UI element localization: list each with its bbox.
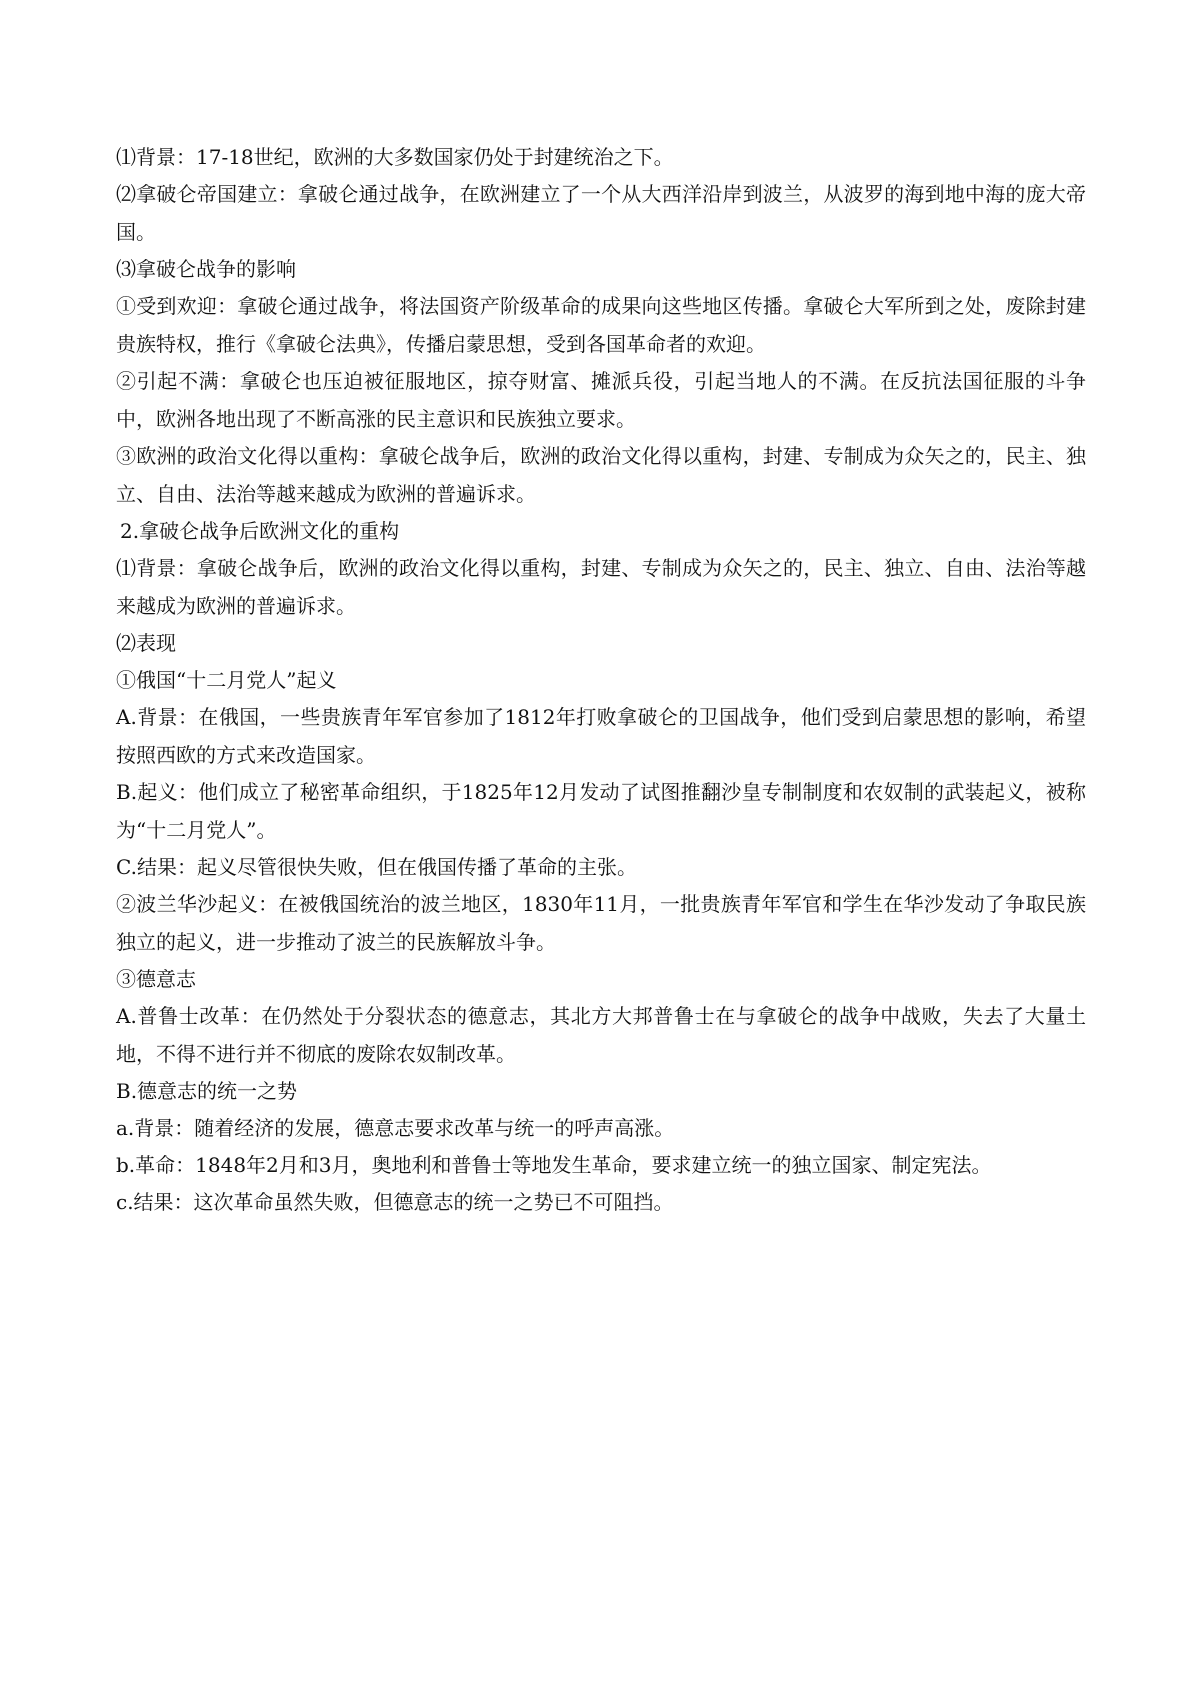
paragraph-napoleon-war-impact-heading: ⑶拿破仑战争的影响 [116,257,296,281]
paragraph-decembrist-result: C.结果：起义尽管很快失败，但在俄国传播了革命的主张。 [116,855,637,879]
paragraph-discontent: ②引起不满：拿破仑也压迫被征服地区，掠夺财富、摊派兵役，引起当地人的不满。在反抗法国征服的斗争中，欧洲各地出现了不断高涨的民主意识和民族独立要求。 [116,369,1086,431]
paragraph-manifestations-heading: ⑵表现 [116,631,176,655]
paragraph-unification-background: a.背景：随着经济的发展，德意志要求改革与统一的呼声高涨。 [116,1116,675,1140]
paragraph-german-unification-heading: B.德意志的统一之势 [116,1079,298,1103]
paragraph-background-17-18c: ⑴背景：17-18世纪，欧洲的大多数国家仍处于封建统治之下。 [116,145,674,169]
document-body [116,138,1086,1220]
paragraph-reconstruction-background: ⑴背景：拿破仑战争后，欧洲的政治文化得以重构，封建、专制成为众矢之的，民主、独立、自由、法治等越来越成为欧洲的普遍诉求。 [116,556,1086,618]
paragraph-revolution-result: c.结果：这次革命虽然失败，但德意志的统一之势已不可阻挡。 [116,1190,674,1214]
paragraph-napoleon-empire: ⑵拿破仑帝国建立：拿破仑通过战争，在欧洲建立了一个从大西洋沿岸到波兰，从波罗的海到地中海的庞大帝国。 [116,182,1086,244]
paragraph-germany-heading: ③德意志 [116,967,196,991]
paragraph-decembrist-heading: ①俄国“十二月党人”起义 [116,668,337,692]
paragraph-1848-revolution: b.革命：1848年2月和3月，奥地利和普鲁士等地发生革命，要求建立统一的独立国家、制定宪法。 [116,1153,992,1177]
paragraph-decembrist-uprising: B.起义：他们成立了秘密革命组织，于1825年12月发动了试图推翻沙皇专制制度和农奴制的武装起义，被称为“十二月党人”。 [116,780,1086,842]
paragraph-warsaw-uprising: ②波兰华沙起义：在被俄国统治的波兰地区，1830年11月，一批贵族青年军官和学生在华沙发动了争取民族独立的起义，进一步推动了波兰的民族解放斗争。 [116,892,1086,954]
paragraph-prussian-reform: A.普鲁士改革：在仍然处于分裂状态的德意志，其北方大邦普鲁士在与拿破仑的战争中战败，失去了大量土地，不得不进行并不彻底的废除农奴制改革。 [116,1004,1086,1066]
section-heading-culture-reconstruction: 2.拿破仑战争后欧洲文化的重构 [120,519,400,543]
paragraph-welcomed: ①受到欢迎：拿破仑通过战争，将法国资产阶级革命的成果向这些地区传播。拿破仑大军所到之处，废除封建贵族特权，推行《拿破仑法典》，传播启蒙思想，受到各国革命者的欢迎。 [116,294,1086,356]
paragraph-decembrist-background: A.背景：在俄国，一些贵族青年军官参加了1812年打败拿破仑的卫国战争，他们受到启蒙思想的影响，希望按照西欧的方式来改造国家。 [116,705,1086,767]
paragraph-political-culture-reconstructed: ③欧洲的政治文化得以重构：拿破仑战争后，欧洲的政治文化得以重构，封建、专制成为众矢之的，民主、独立、自由、法治等越来越成为欧洲的普遍诉求。 [116,444,1086,506]
